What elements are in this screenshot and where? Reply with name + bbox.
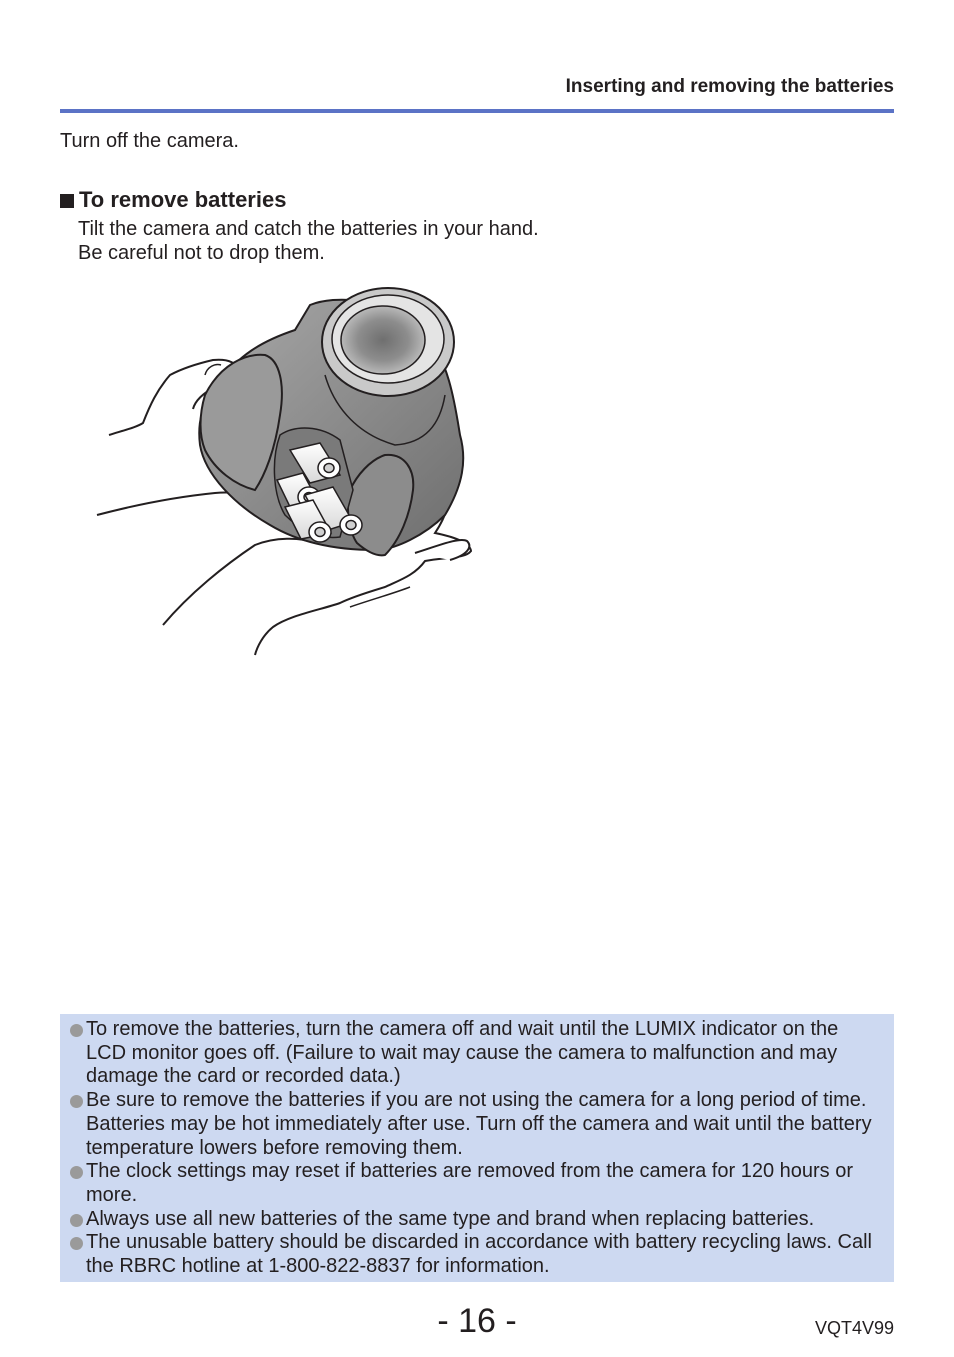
page-number: - 16 - [437, 1302, 517, 1340]
note-text: The unusable battery should be discarded in accordance with battery recycling laws. Call the RBRC hotline at 1-800-822-8837 for information. [86, 1231, 872, 1278]
section-body [78, 217, 539, 265]
section-line: Tilt the camera and catch the batteries in your hand. [78, 218, 539, 240]
section-line: Be careful not to drop them. [78, 242, 325, 264]
note-item [68, 1089, 876, 1160]
header-title: Inserting and removing the batteries [565, 76, 894, 97]
bullet-icon [70, 1166, 83, 1179]
document-code: VQT4V99 [814, 1318, 894, 1338]
bullet-icon [70, 1214, 83, 1227]
note-text: To remove the batteries, turn the camera off and wait until the LUMIX indicator on the LCD monitor goes off. (Failure to wait may cause the camera to malfunction and may damage the card or recorded data.) [86, 1018, 839, 1088]
note-item [68, 1018, 876, 1089]
bullet-icon [70, 1024, 83, 1037]
bullet-icon [70, 1095, 83, 1108]
section-heading [60, 187, 286, 213]
notes-box [60, 1014, 894, 1282]
note-text: The clock settings may reset if batteries are removed from the camera for 120 hours or more. [86, 1160, 853, 1206]
section-heading-text: To remove batteries [79, 187, 287, 212]
bullet-icon [70, 1237, 83, 1250]
note-item [68, 1160, 876, 1207]
note-item [68, 1231, 876, 1278]
camera-battery-removal-illustration [95, 275, 480, 657]
intro-text: Turn off the camera. [60, 130, 239, 152]
note-text: Be sure to remove the batteries if you are not using the camera for a long period of time. Batteries may be hot immediately after use. Turn off the camera and wait until the battery temperature lowers before removing them. [86, 1089, 872, 1159]
note-text: Always use all new batteries of the same type and brand when replacing batteries. [86, 1207, 815, 1230]
square-bullet-icon [60, 194, 74, 208]
note-item [68, 1208, 876, 1232]
header-rule [60, 109, 894, 113]
